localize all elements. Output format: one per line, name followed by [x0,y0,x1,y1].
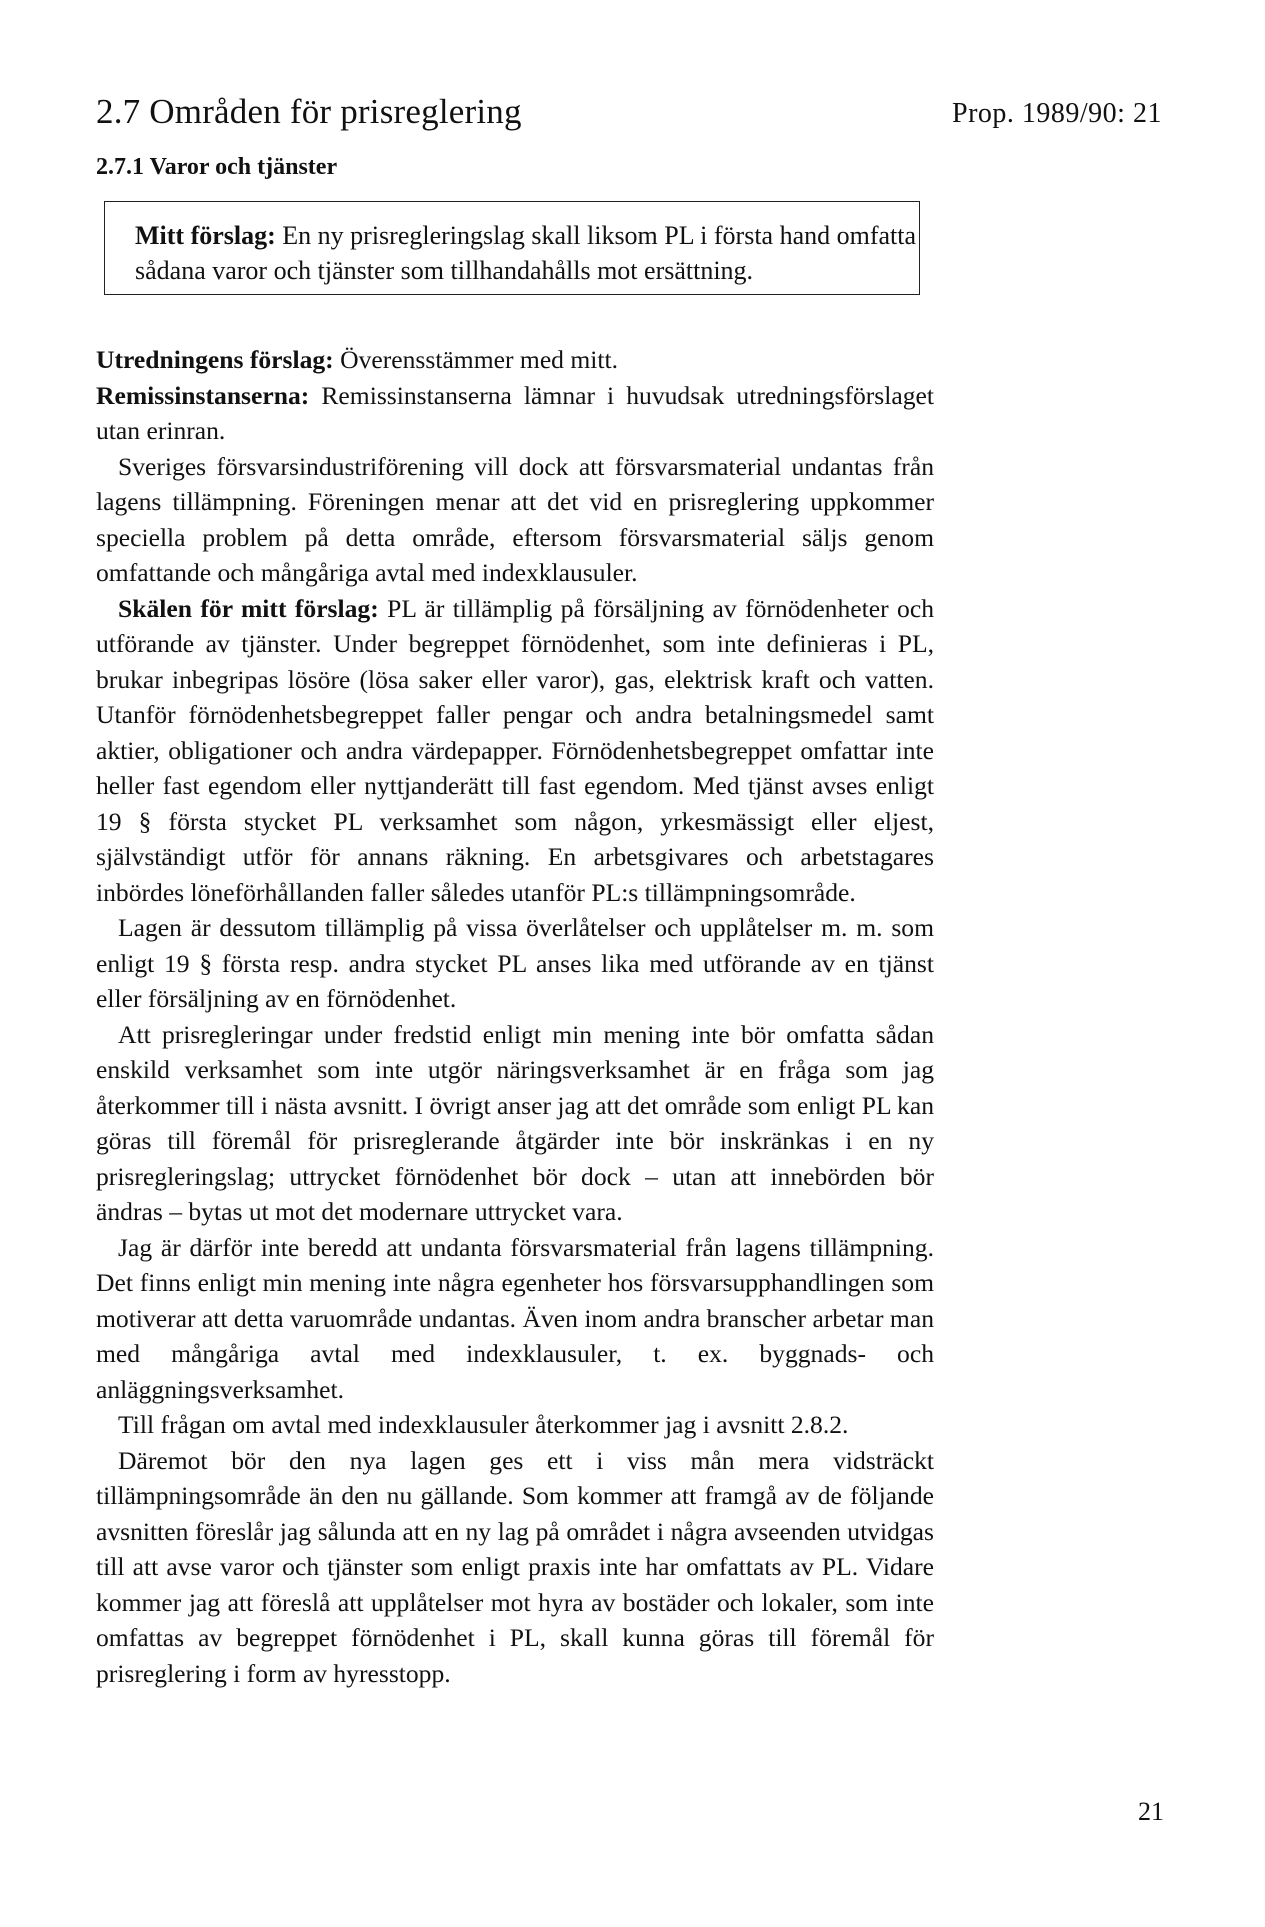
paragraph-not-prepared: Jag är därför inte beredd att undanta försvarsmaterial från lagens tillämpning. Det finns enligt min mening inte några egenheter hos försvarsupphandlingen som motiverar att detta varuområde undantas. Även inom andra branscher arbetar man med mångåriga avtal med indexklausuler, t. ex. byggnads- och anläggningsverksamhet. [96,1232,934,1404]
reasons-text: PL är tillämplig på försäljning av förnödenheter och utförande av tjänster. Under begreppet förnödenhet, som inte definieras i PL, brukar inbegripas lösöre (lösa saker eller varor), gas, elektrisk kraft och vatten. Utanför förnödenhetsbegreppet faller pengar och andra betalningsmedel samt aktier, obligationer och andra värdepapper. Förnödenhetsbegreppet omfattar inte heller fast egendom eller nyttjanderätt till fast egendom. Med tjänst avses enligt 19 § första stycket PL verksamhet som någon, yrkesmässigt eller eljest, självständigt utför för annans räkning. En arbetsgivares och arbetstagares inbördes löneförhållanden faller således utanför PL:s tillämpningsområde. [96,593,934,907]
paragraph-inquiry [96,342,934,378]
section-heading: 2.7.1 Varor och tjänster [96,154,338,180]
paragraph-referral [96,378,934,449]
paragraph-reasons [96,591,934,911]
body-text [96,342,934,1691]
page-number: 21 [1138,1797,1164,1826]
reasons-label: Skälen för mitt förslag: [118,593,379,623]
paragraph-wider-scope: Däremot bör den nya lagen ges ett i viss mån mera vidsträckt tillämpningsområde än den nu gällande. Som kommer att framgå av de följande avsnitten föreslår jag sålunda att en ny lag på området i några avseenden utvidgas till att avse varor och tjänster som enligt praxis inte har omfattats av PL. Vidare kommer jag att föreslå att upplåtelser mot hyra av bostäder och lokaler, som inte omfattas av begreppet förnödenhet i PL, skall kunna göras till föremål för prisreglering i form av hyresstopp. [96,1445,934,1688]
page-title: 2.7 Områden för prisreglering [96,92,522,131]
proposal-box [104,201,920,295]
proposal-label: Mitt förslag: [135,221,276,250]
paragraph-peacetime: Att prisregleringar under fredstid enligt min mening inte bör omfatta sådan enskild verksamhet som inte utgör näringsverksamhet är en fråga som jag återkommer till i nästa avsnitt. I övrigt anser jag att det område som enligt PL kan göras till föremål för prisreglerande åtgärder inte bör inskränkas i en ny prisregleringslag; uttrycket förnödenhet bör dock – utan att innebörden bör ändras – bytas ut mot det modernare uttrycket vara. [96,1019,934,1226]
paragraph-index-clauses: Till frågan om avtal med indexklausuler återkommer jag i avsnitt 2.8.2. [118,1410,849,1439]
proposition-reference: Prop. 1989/90: 21 [952,98,1162,129]
proposal-text: En ny prisregleringslag skall liksom PL i första hand omfatta sådana varor och tjänster som tillhandahålls mot ersättning. [135,221,917,285]
inquiry-label: Utredningens förslag: [96,345,334,374]
paragraph-transfers: Lagen är dessutom tillämplig på vissa överlåtelser och upplåtelser m. m. som enligt 19 § första resp. andra stycket PL anses lika med utförande av en tjänst eller försäljning av en förnödenhet. [96,913,934,1013]
referral-text: Remissinstanserna lämnar i huvudsak utredningsförslaget utan erinran. [96,380,934,445]
paragraph-defence-industry: Sveriges försvarsindustriförening vill dock att försvarsmaterial undantas från lagens tillämpning. Föreningen menar att det vid en prisreglering uppkommer speciella problem på detta område, eftersom försvarsmaterial säljs genom omfattande och mångåriga avtal med indexklausuler. [96,451,934,587]
referral-label: Remissinstanserna: [96,380,310,410]
inquiry-text: Överensstämmer med mitt. [333,345,619,374]
